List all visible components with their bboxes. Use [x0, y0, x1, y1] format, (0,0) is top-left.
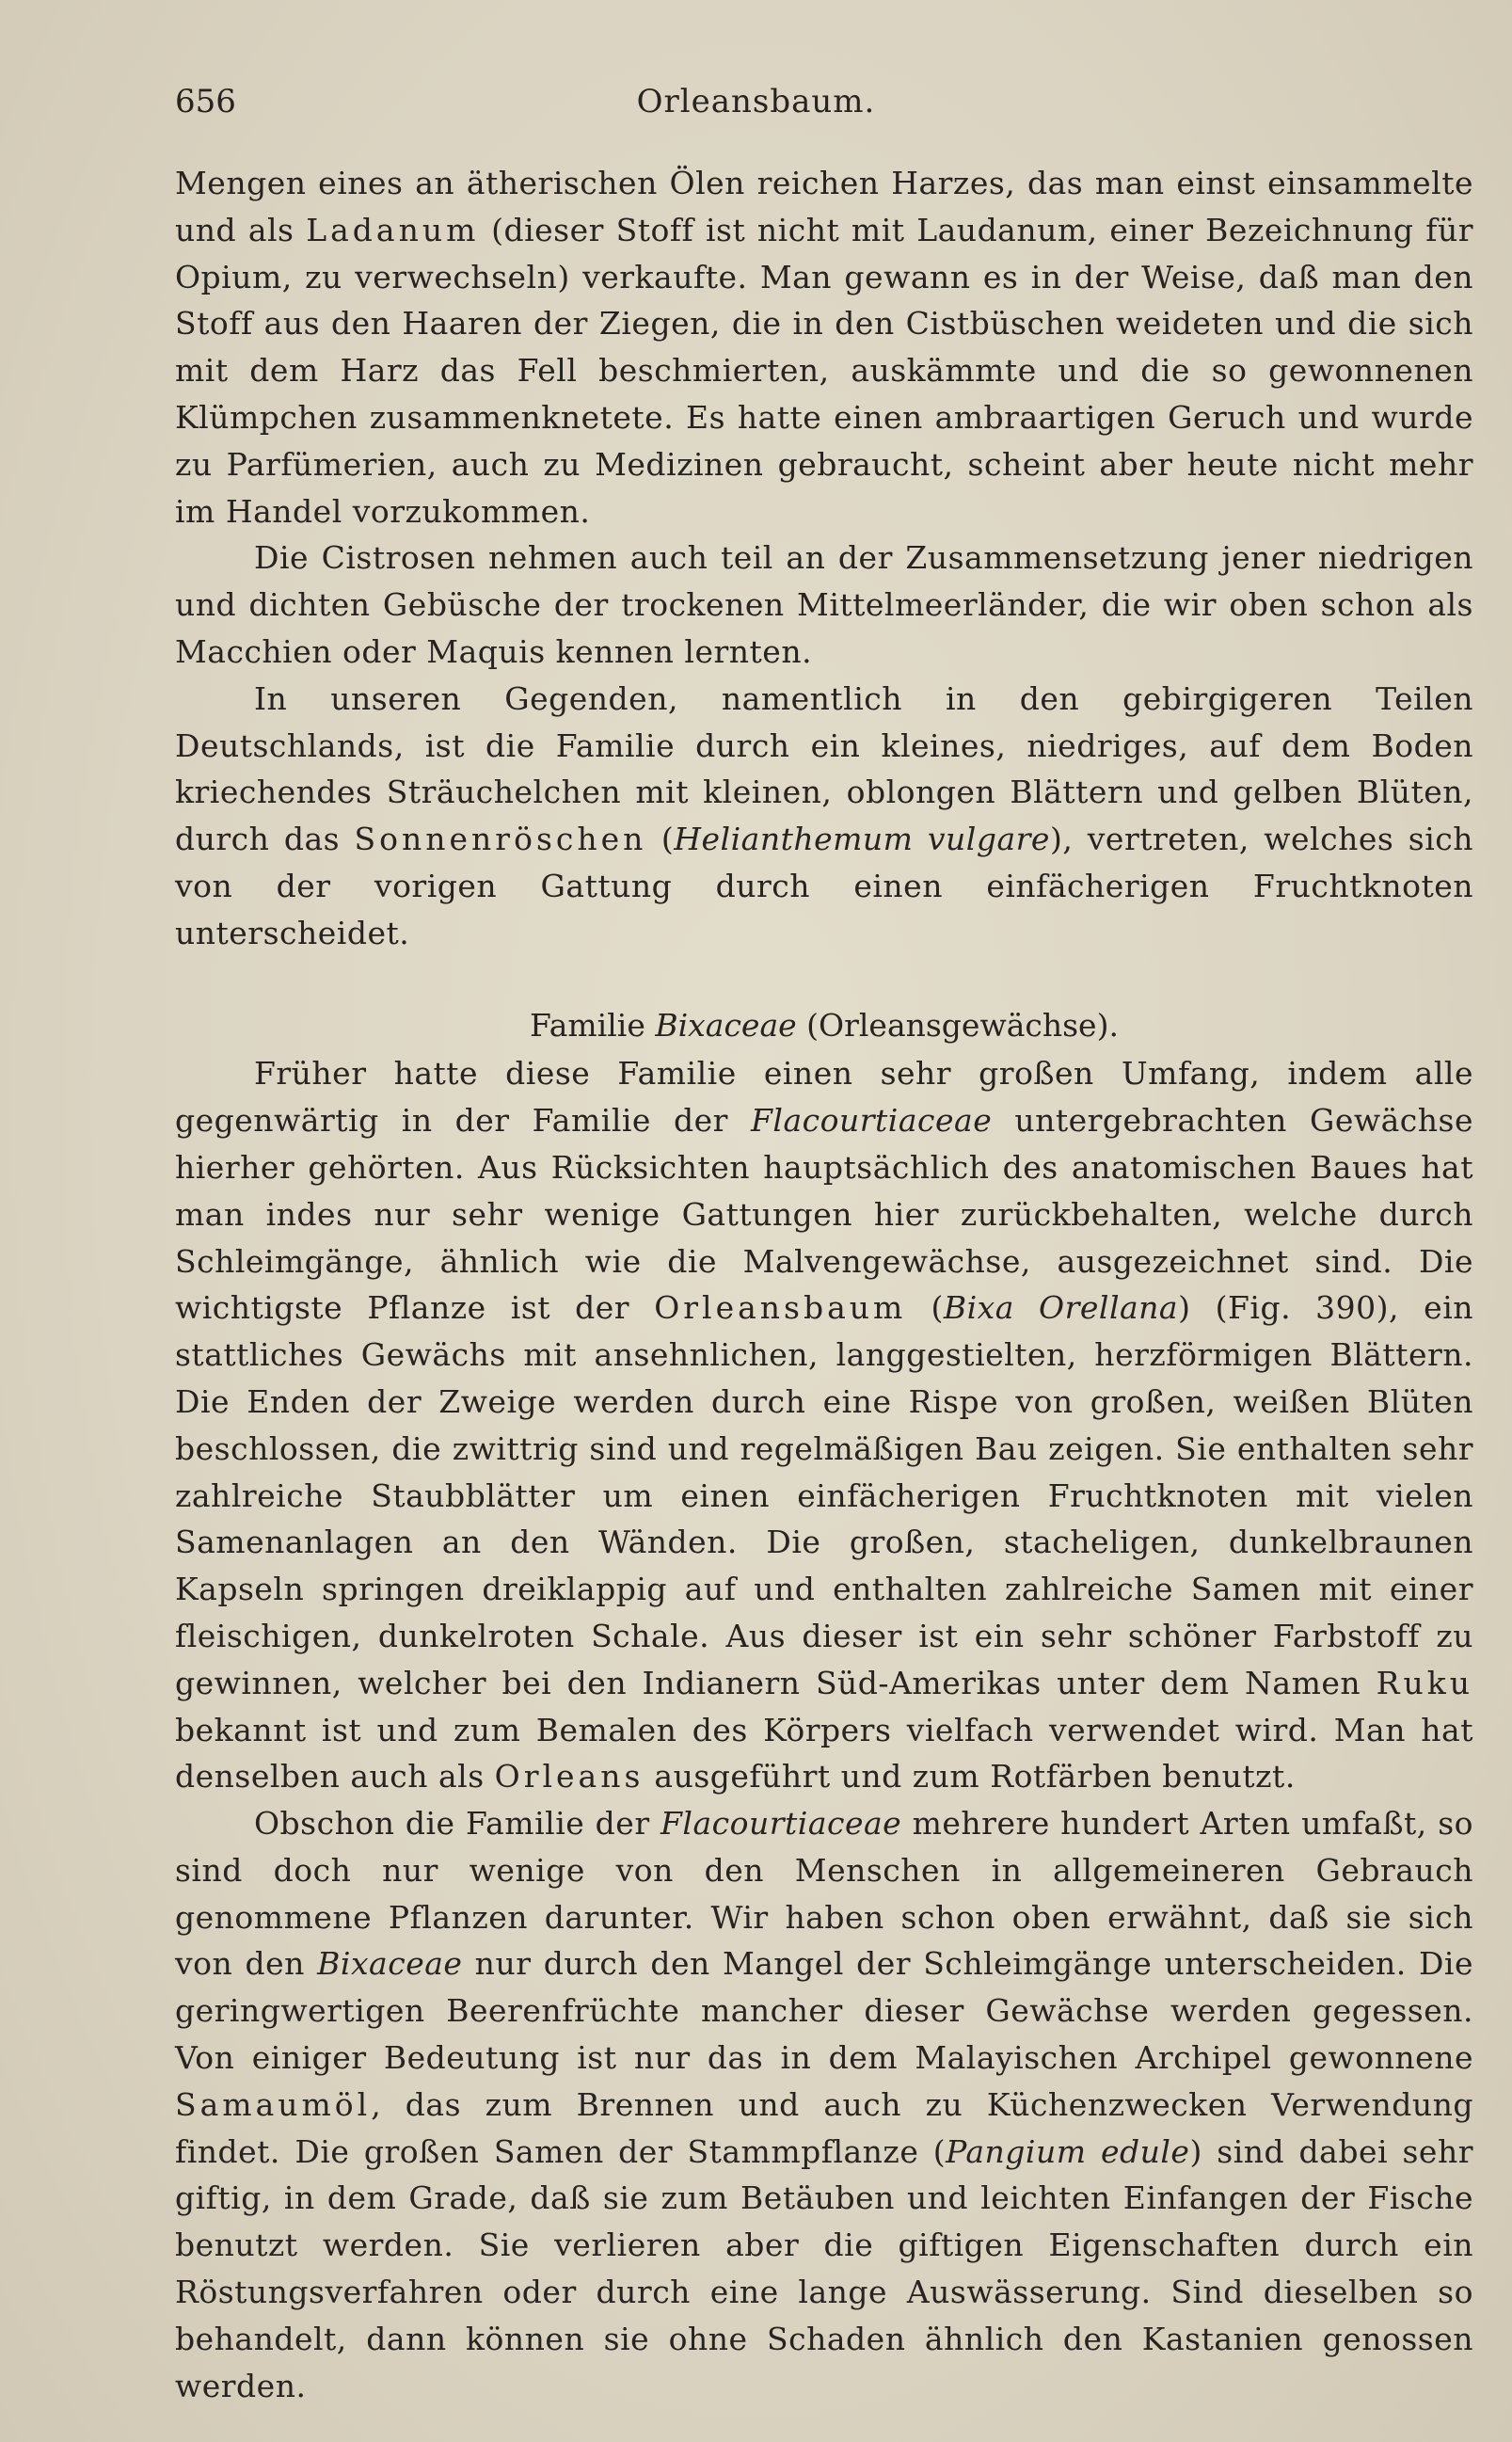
paragraph-ladanum: Mengen eines an ätherischen Ölen reichen Harzes, das man einst einsammelte und als Ladanum (dieser Stoff ist nicht mit Laudanum, einer Bezeichnung für Opium, zu verwechseln) verkaufte. Man gewann es in der Weise, daß man den Stoff aus den Haaren der Ziegen, die in den Cistbüschen weideten und die sich mit dem Harz das Fell beschmierten, auskämmte und die so gewonnenen Klümpchen zusammenknetete. Es hatte einen ambraartigen Geruch und wurde zu Parfümerien, auch zu Medizinen gebraucht, scheint aber heute nicht mehr im Handel vorzukommen. [175, 165, 1473, 530]
latin-bixaceae-heading: Bixaceae [655, 1006, 797, 1044]
term-samaumoel: Samaumöl [175, 2085, 372, 2123]
latin-flacourtiaceae: Flacourtiaceae [751, 1102, 993, 1140]
term-orleans: Orleans [494, 1758, 645, 1796]
running-title: Orleansbaum. [636, 83, 876, 120]
latin-bixaceae: Bixaceae [317, 1945, 463, 1983]
term-ruku: Ruku [1376, 1664, 1473, 1701]
term-sonnenroeschen: Sonnenröschen [354, 821, 647, 858]
latin-flacourtiaceae-2: Flacourtiaceae [661, 1805, 902, 1843]
body-text [175, 160, 1473, 2409]
latin-bixa-orellana: Bixa Orellana [943, 1289, 1179, 1327]
paragraph-cistrosen: Die Cistrosen nehmen auch teil an der Zusammensetzung jener niedrigen und dichten Gebüsche der trockenen Mittelmeerländer, die wir oben schon als Macchien oder Maquis kennen lernten. [175, 539, 1473, 670]
term-ladanum: Ladanum [306, 211, 480, 248]
paragraph-sonnenroeschen: In unseren Gegenden, namentlich in den gebirgigeren Teilen Deutschlands, ist die Familie durch ein kleines, niedriges, auf dem Boden kriechendes Sträuchelchen mit kleinen, oblongen Blättern und gelben Blüten, durch das Sonnenröschen (Helianthemum vulgare), vertreten, welches sich von der vorigen Gattung durch einen einfächerigen Fruchtknoten unterscheidet. [175, 679, 1473, 951]
latin-helianthemum: Helianthemum vulgare [674, 821, 1050, 858]
latin-pangium-edule: Pangium edule [946, 2132, 1190, 2170]
section-heading-bixaceae: Familie Bixaceae (Orleansgewächse). [530, 1006, 1119, 1044]
paragraph-orleansbaum: Früher hatte diese Familie einen sehr großen Umfang, indem alle gegenwärtig in der Familie der Flacourtiaceae untergebrachten Gewächse hierher gehörten. Aus Rücksichten hauptsächlich des anatomischen Baues hat man indes nur sehr wenige Gattungen hier zurückbehalten, welche durch Schleimgänge, ähnlich wie die Malvengewächse, ausgezeichnet sind. Die wichtigste Pflanze ist der Orleansbaum (Bixa Orellana) (Fig. 390), ein stattliches Gewächs mit ansehnlichen, langgestielten, herzförmigen Blättern. Die Enden der Zweige werden durch eine Rispe von großen, weißen Blüten beschlossen, die zwittrig sind und regelmäßigen Bau zeigen. Sie enthalten sehr zahlreiche Staubblätter um einen einfächerigen Fruchtknoten mit vielen Samenanlagen an den Wänden. Die großen, stacheligen, dunkelbraunen Kapseln springen dreiklappig auf und enthalten zahlreiche Samen mit einer fleischigen, dunkelroten Schale. Aus dieser ist ein sehr schöner Farbstoff zu gewinnen, welcher bei den Indianern Süd-Amerikas unter dem Namen Ruku bekannt ist und zum Bemalen des Körpers vielfach verwendet wird. Man hat denselben auch als Orleans ausgeführt und zum Rotfärben benutzt. [175, 1055, 1473, 1796]
term-orleansbaum: Orleansbaum [654, 1289, 907, 1327]
paragraph-flacourtiaceae: Obschon die Familie der Flacourtiaceae mehrere hundert Arten umfaßt, so sind doch nur wenige von den Menschen in allgemeineren Gebrauch genommene Pflanzen darunter. Wir haben schon oben erwähnt, daß sie sich von den Bixaceae nur durch den Mangel der Schleimgänge unterscheiden. Die geringwertigen Beerenfrüchte mancher dieser Gewächse werden gegessen. Von einiger Bedeutung ist nur das in dem Malayischen Archipel gewonnene Samaumöl, das zum Brennen und auch zu Küchenzwecken Verwendung findet. Die großen Samen der Stammpflanze (Pangium edule) sind dabei sehr giftig, in dem Grade, daß sie zum Betäuben und leichten Einfangen der Fische benutzt werden. Sie verlieren aber die giftigen Eigenschaften durch ein Röstungsverfahren oder durch eine lange Auswässerung. Sind dieselben so behandelt, dann können sie ohne Schaden ähnlich den Kastanien genossen werden. [175, 1805, 1473, 2404]
page-number: 656 [175, 83, 236, 120]
page-header [175, 83, 1337, 130]
